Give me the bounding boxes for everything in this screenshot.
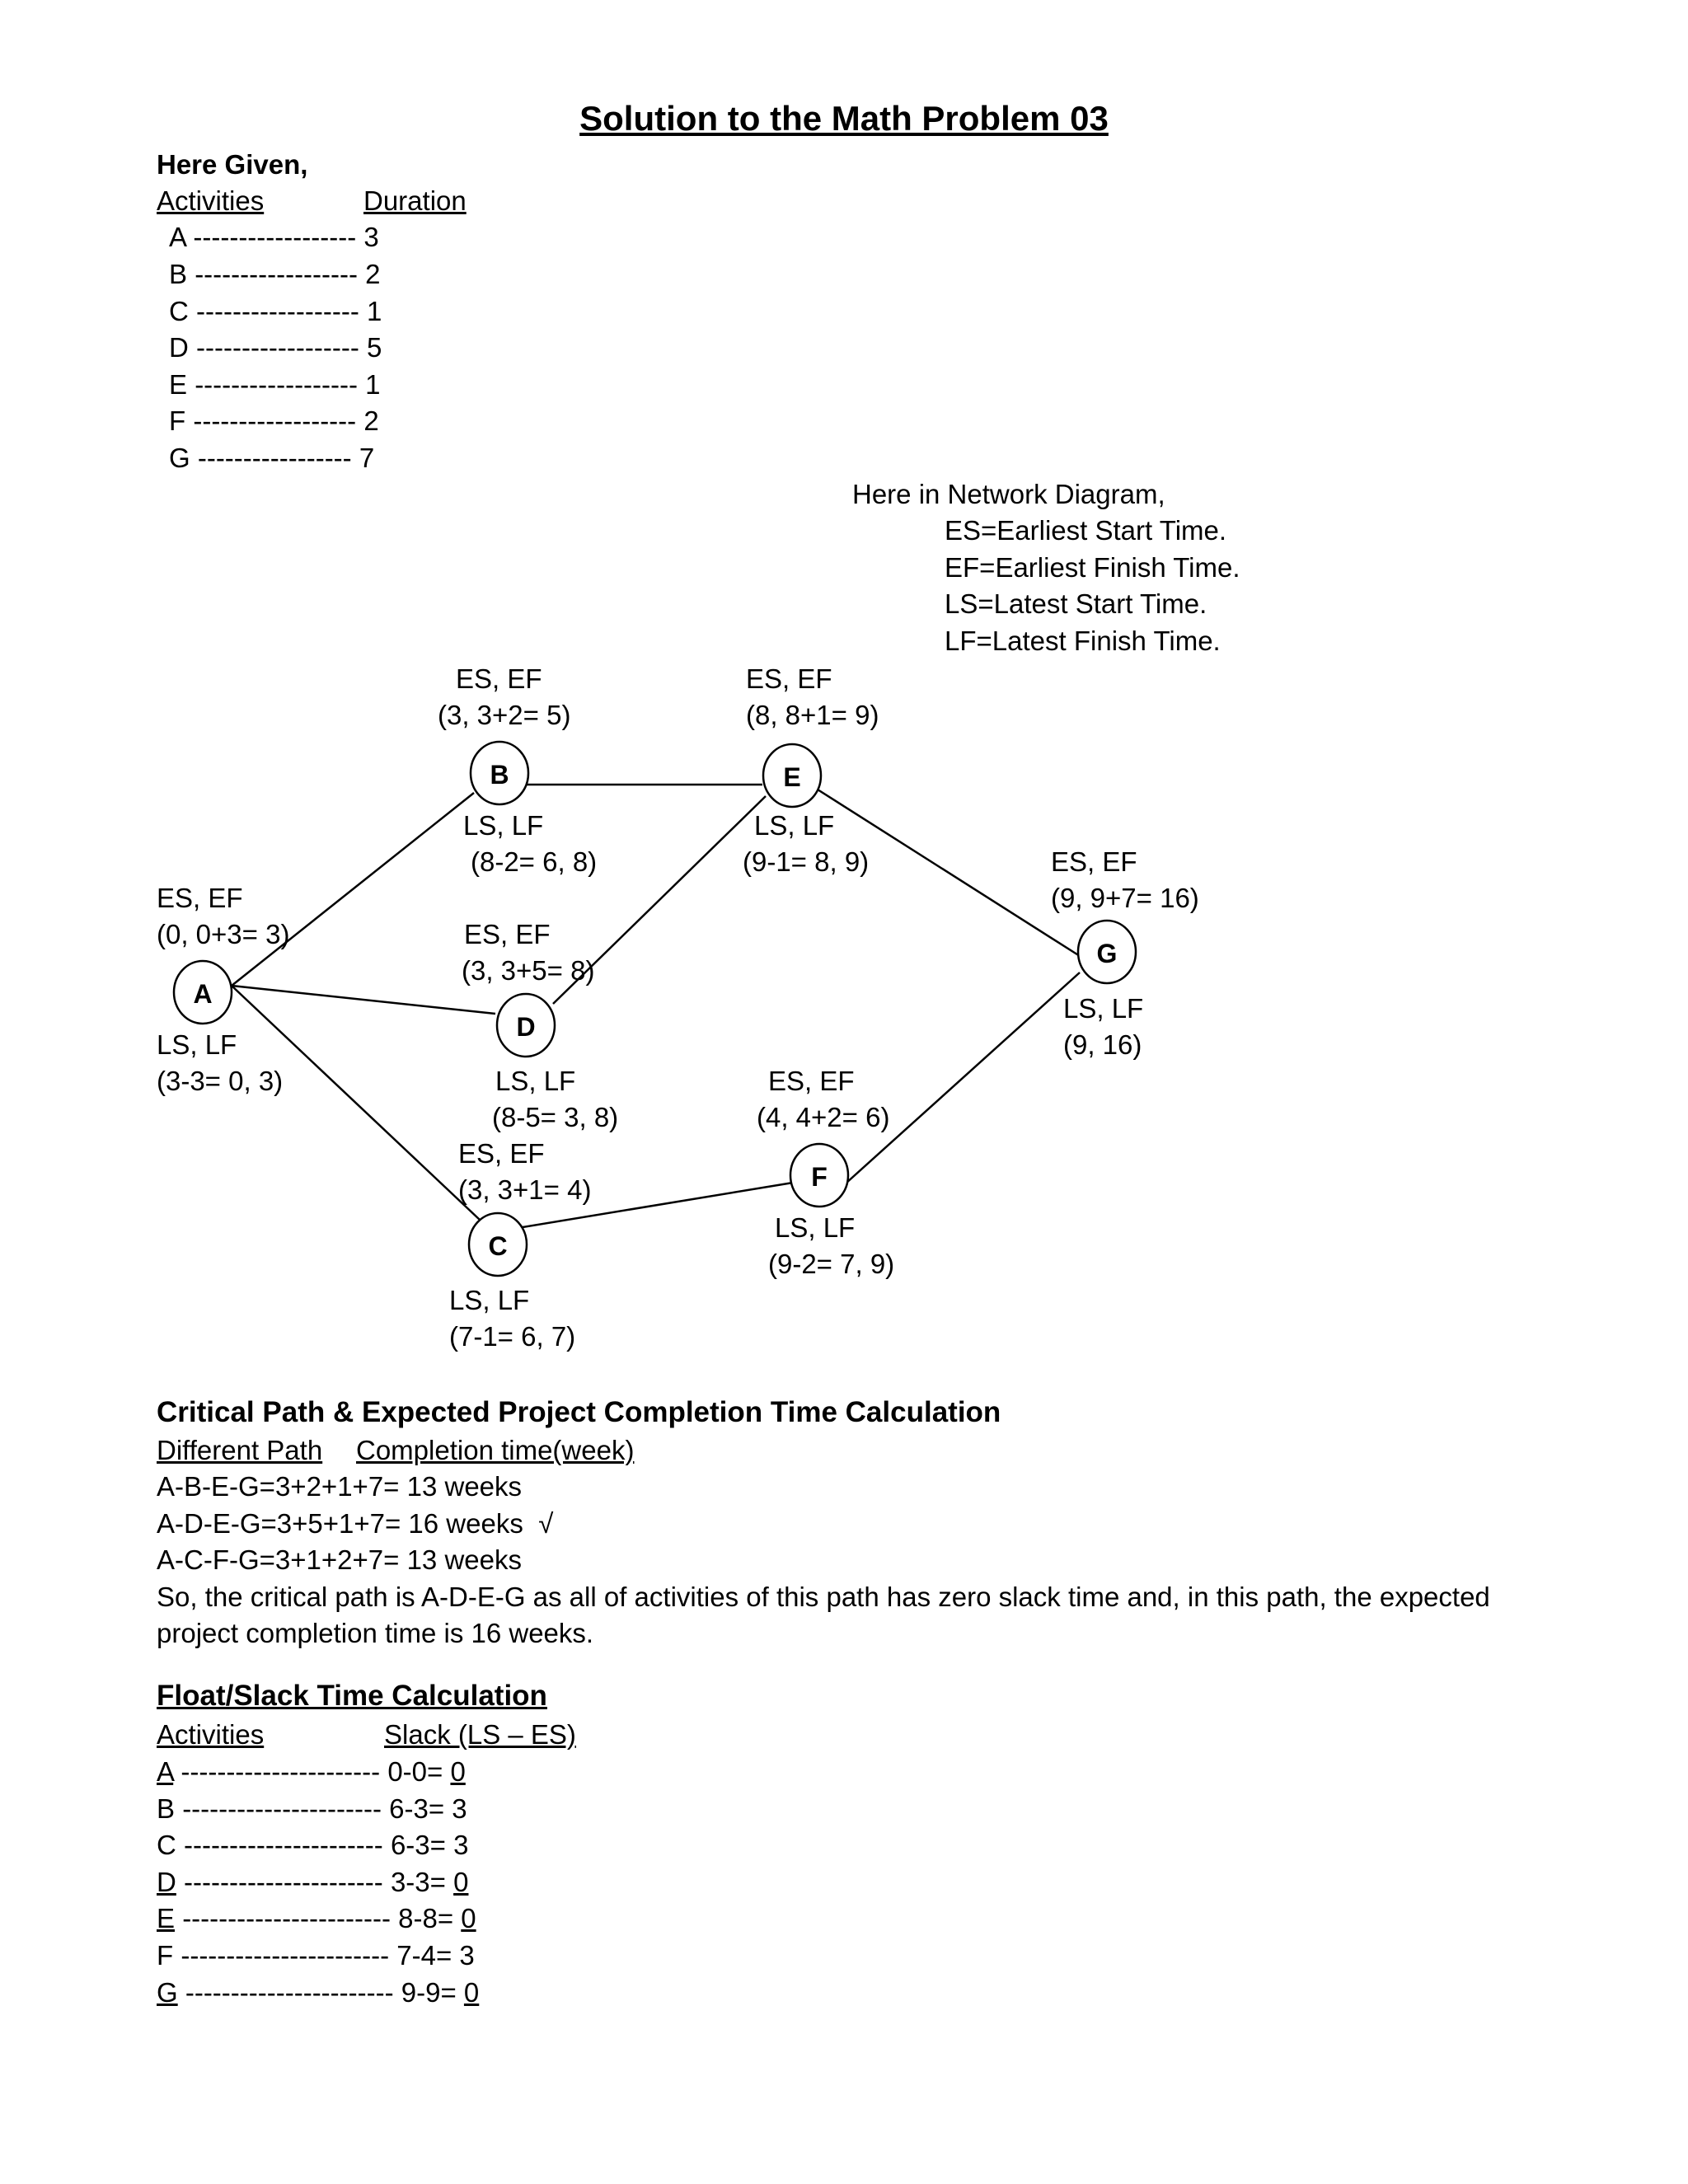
node-e-ls-val: (9-1= 8, 9) — [743, 846, 870, 877]
dash-leader: ---------------------- — [184, 1830, 383, 1860]
given-col-activities: Activities — [157, 185, 265, 216]
critical-col-path: Different Path — [157, 1435, 323, 1465]
activity-letter: F — [169, 405, 186, 436]
node-b-ls-val: (8-2= 6, 8) — [471, 846, 598, 877]
slack-value: 0 — [463, 1977, 480, 2008]
activity-letter: E — [169, 369, 188, 400]
node-b-ls-head: LS, LF — [463, 810, 544, 841]
duration-value: 2 — [363, 405, 379, 436]
activity-letter: D — [157, 1867, 176, 1897]
dash-leader: ------------------ — [195, 259, 358, 289]
slack-value: 3 — [453, 1830, 469, 1860]
dash-leader: ----------------------- — [182, 1903, 391, 1933]
node-a-es-head: ES, EF — [157, 883, 243, 913]
dash-leader: ------------------ — [196, 296, 359, 326]
node-f-ls-val: (9-2= 7, 9) — [768, 1249, 895, 1279]
legend-item: LS=Latest Start Time. — [945, 588, 1207, 619]
node-e-ls-head: LS, LF — [754, 810, 835, 841]
activity-letter: G — [169, 443, 190, 473]
edge-f-g — [846, 972, 1080, 1183]
path-row — [157, 1507, 553, 1540]
node-g-ls-head: LS, LF — [1063, 993, 1144, 1024]
activity-letter: B — [169, 259, 188, 289]
node-g-ls-val: (9, 16) — [1063, 1029, 1142, 1060]
activity-letter: G — [157, 1977, 178, 2008]
node-c-es-val: (3, 3+1= 4) — [458, 1174, 592, 1205]
activity-letter: F — [157, 1940, 174, 1971]
activity-letter: B — [157, 1793, 176, 1824]
slack-row — [157, 1755, 466, 1788]
given-heading: Here Given, — [157, 149, 308, 180]
dash-leader: ----------------------- — [181, 1940, 390, 1971]
node-g-es-val: (9, 9+7= 16) — [1051, 883, 1199, 913]
path-text: A-D-E-G=3+5+1+7= 16 weeks — [157, 1508, 523, 1539]
node-f-label: F — [811, 1162, 828, 1192]
duration-value: 2 — [365, 259, 381, 289]
node-c-es-head: ES, EF — [458, 1138, 545, 1169]
slack-row — [157, 1939, 475, 1972]
slack-col-activities: Activities — [157, 1719, 265, 1750]
dash-leader: ------------------ — [195, 369, 358, 400]
slack-value: 0 — [453, 1867, 469, 1897]
activity-letter: C — [169, 296, 189, 326]
critical-conclusion-line2: project completion time is 16 weeks. — [157, 1618, 594, 1648]
slack-calc: 3-3= — [390, 1867, 446, 1897]
slack-heading: Float/Slack Time Calculation — [157, 1680, 547, 1712]
check-mark-icon: √ — [538, 1508, 554, 1539]
node-a-es-val: (0, 0+3= 3) — [157, 919, 290, 949]
dash-leader: ----------------- — [197, 443, 352, 473]
given-col-duration: Duration — [363, 185, 467, 216]
node-c-ls-val: (7-1= 6, 7) — [449, 1321, 576, 1352]
node-c-label: C — [488, 1231, 508, 1261]
dash-leader: ------------------ — [196, 332, 359, 363]
slack-calc: 6-3= — [390, 1830, 446, 1860]
path-row — [157, 1470, 522, 1503]
slack-value: 0 — [450, 1756, 466, 1787]
node-f-es-val: (4, 4+2= 6) — [757, 1102, 890, 1132]
node-f-es-head: ES, EF — [768, 1066, 855, 1096]
edge-a-b — [232, 793, 474, 986]
node-g-label: G — [1096, 939, 1118, 968]
node-d-ls-head: LS, LF — [495, 1066, 576, 1096]
slack-calc: 0-0= — [387, 1756, 443, 1787]
activity-letter: A — [169, 222, 186, 252]
dash-leader: ---------------------- — [184, 1867, 383, 1897]
node-a-ls-val: (3-3= 0, 3) — [157, 1066, 284, 1096]
slack-row — [157, 1866, 468, 1899]
page-title: Solution to the Math Problem 03 — [579, 99, 1109, 138]
legend-item: EF=Earliest Finish Time. — [945, 552, 1240, 583]
slack-calc: 9-9= — [401, 1977, 457, 2008]
slack-value: 3 — [452, 1793, 467, 1824]
node-a-ls-head: LS, LF — [157, 1029, 237, 1060]
node-e-es-val: (8, 8+1= 9) — [746, 700, 879, 730]
duration-value: 5 — [367, 332, 382, 363]
duration-value: 3 — [363, 222, 379, 252]
path-row — [157, 1544, 522, 1577]
critical-heading: Critical Path & Expected Project Completion Time Calculation — [157, 1396, 1001, 1428]
dash-leader: ------------------ — [193, 222, 357, 252]
node-c-ls-head: LS, LF — [449, 1285, 530, 1315]
node-d-label: D — [516, 1012, 536, 1042]
node-b-es-val: (3, 3+2= 5) — [438, 700, 571, 730]
dash-leader: ---------------------- — [181, 1756, 381, 1787]
node-d-ls-val: (8-5= 3, 8) — [492, 1102, 619, 1132]
node-b-label: B — [490, 760, 509, 790]
slack-value: 3 — [459, 1940, 475, 1971]
node-f-ls-head: LS, LF — [775, 1212, 856, 1243]
node-g-es-head: ES, EF — [1051, 846, 1137, 877]
node-a-label: A — [193, 979, 213, 1009]
slack-row — [157, 1829, 468, 1862]
duration-value: 1 — [367, 296, 382, 326]
slack-calc: 8-8= — [398, 1903, 454, 1933]
slack-row — [157, 1793, 467, 1825]
critical-conclusion-line1: So, the critical path is A-D-E-G as all of activities of this path has zero slack time and, in this path, the expected — [157, 1582, 1490, 1612]
dash-leader: ------------------ — [193, 405, 357, 436]
activity-letter: A — [157, 1756, 174, 1787]
path-text: A-B-E-G=3+2+1+7= 13 weeks — [157, 1471, 523, 1502]
activity-letter: D — [169, 332, 189, 363]
critical-col-time: Completion time(week) — [356, 1435, 635, 1465]
node-e-es-head: ES, EF — [746, 663, 832, 694]
legend-intro: Here in Network Diagram, — [852, 479, 1165, 509]
activity-letter: C — [157, 1830, 176, 1860]
node-d-es-head: ES, EF — [464, 919, 551, 949]
node-d-es-val: (3, 3+5= 8) — [462, 955, 595, 986]
path-text: A-C-F-G=3+1+2+7= 13 weeks — [157, 1544, 522, 1575]
legend-item: LF=Latest Finish Time. — [945, 626, 1221, 656]
edge-a-c — [232, 986, 480, 1220]
slack-calc: 6-3= — [389, 1793, 445, 1824]
edge-a-d — [232, 986, 495, 1014]
activity-letter: E — [157, 1903, 176, 1933]
duration-value: 7 — [359, 443, 375, 473]
dash-leader: ----------------------- — [185, 1977, 394, 2008]
slack-row — [157, 1902, 476, 1935]
slack-row — [157, 1976, 479, 2009]
legend-item: ES=Earliest Start Time. — [945, 515, 1227, 546]
node-b-es-head: ES, EF — [456, 663, 542, 694]
dash-leader: ---------------------- — [182, 1793, 382, 1824]
slack-value: 0 — [461, 1903, 476, 1933]
duration-value: 1 — [365, 369, 381, 400]
node-e-label: E — [783, 762, 801, 792]
slack-col-slack: Slack (LS – ES) — [384, 1719, 576, 1750]
slack-calc: 7-4= — [396, 1940, 452, 1971]
